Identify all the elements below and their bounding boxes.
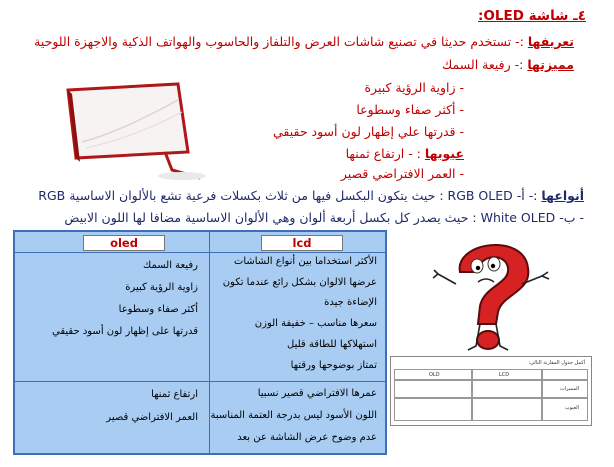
worksheet-line xyxy=(394,397,588,399)
definition-text: :- تستخدم حديثا في تصنيع شاشات العرض والتلفاز والحاسوب والهواتف الذكية والاجهزة اللوحية xyxy=(34,34,528,49)
header-divider xyxy=(15,252,385,253)
comparison-table xyxy=(13,230,387,455)
types-label: أنواعها xyxy=(541,188,584,203)
oled-pro-item: زاوية الرؤية كبيرة xyxy=(125,282,198,293)
worksheet-row-cons: العيوب xyxy=(564,405,579,411)
advantages-text: :- رفيعة السمك xyxy=(442,57,528,72)
row-divider xyxy=(15,381,385,382)
lcd-pro-item: الإضاءة جيدة xyxy=(324,297,377,308)
section-heading: ٤ـ شاشة OLED: xyxy=(478,8,586,24)
oled-pro-item: قدرتها على إظهار لون أسود حقيقي xyxy=(51,326,198,337)
lcd-pro-item: استهلاكها للطاقة قليل xyxy=(287,339,377,350)
lcd-pro-item: تمتاز بوضوحها ورقتها xyxy=(290,360,377,371)
advantages-line xyxy=(442,57,574,72)
advantages-label: مميزتها xyxy=(527,57,574,72)
oled-pro-item: رفيعة السمك xyxy=(143,260,198,271)
worksheet-col-lcd: LCD xyxy=(499,372,510,378)
worksheet-line xyxy=(541,369,543,421)
monitor-image xyxy=(60,82,210,182)
disadvantages-line xyxy=(346,146,464,161)
question-mark-image xyxy=(432,232,552,357)
worksheet-col-oled: OLD xyxy=(429,372,440,378)
disadvantages-text: : - ارتفاع ثمنها xyxy=(345,146,425,161)
worksheet-line xyxy=(471,369,473,421)
definition-line xyxy=(34,34,574,49)
worksheet-row-pros: المميزات xyxy=(559,386,579,392)
header-oled: oled xyxy=(83,235,165,251)
disadvantage-item: - العمر الافتراضي قصير xyxy=(340,166,464,181)
worksheet-grid xyxy=(394,369,588,421)
worksheet-line xyxy=(394,379,588,381)
worksheet-table xyxy=(390,356,592,426)
lcd-pro-item: الأكثر استخداما بين أنواع الشاشات xyxy=(233,256,377,267)
oled-con-item: ارتفاع ثمنها xyxy=(151,389,198,400)
disadvantages-label: عيوبها xyxy=(424,146,464,161)
lcd-pro-item: عرضها الالوان بشكل رائع عندما تكون xyxy=(222,277,377,288)
definition-label: تعريفها xyxy=(527,34,574,49)
advantage-item: - قدرتها علي إظهار لون أسود حقيقي xyxy=(273,124,464,139)
header-lcd: lcd xyxy=(261,235,343,251)
types-line xyxy=(38,188,584,203)
lcd-con-item: عدم وضوح عرض الشاشة عن بعد xyxy=(237,432,377,443)
lcd-con-item: عمرها الافتراضي قصير نسبيا xyxy=(257,388,377,399)
oled-con-item: العمر الافتراضي قصير xyxy=(106,412,198,423)
worksheet-title: أكمل جدول المقارنة التالي: xyxy=(528,360,585,366)
advantage-item: - أكثر صفاء وسطوعا xyxy=(356,102,464,117)
types-text: :- أ- RGB OLED : حيث يتكون البكسل فيها من ثلاث بكسلات فرعية تشع بالألوان الاساسية RGB xyxy=(38,188,542,203)
lcd-con-item: اللون الأسود ليس بدرجة العتمة المناسبة xyxy=(210,410,377,421)
oled-pro-item: أكثر صفاء وسطوعا xyxy=(118,304,198,315)
type-b-line: - ب- White OLED : حيث يصدر كل بكسل أربعة ألوان وهي الألوان الاساسية مضافا لها اللون الابيض xyxy=(64,210,584,225)
advantage-item: - زاوية الرؤية كبيرة xyxy=(364,80,464,95)
lcd-pro-item: سعرها مناسب – خفيفة الوزن xyxy=(254,318,377,329)
